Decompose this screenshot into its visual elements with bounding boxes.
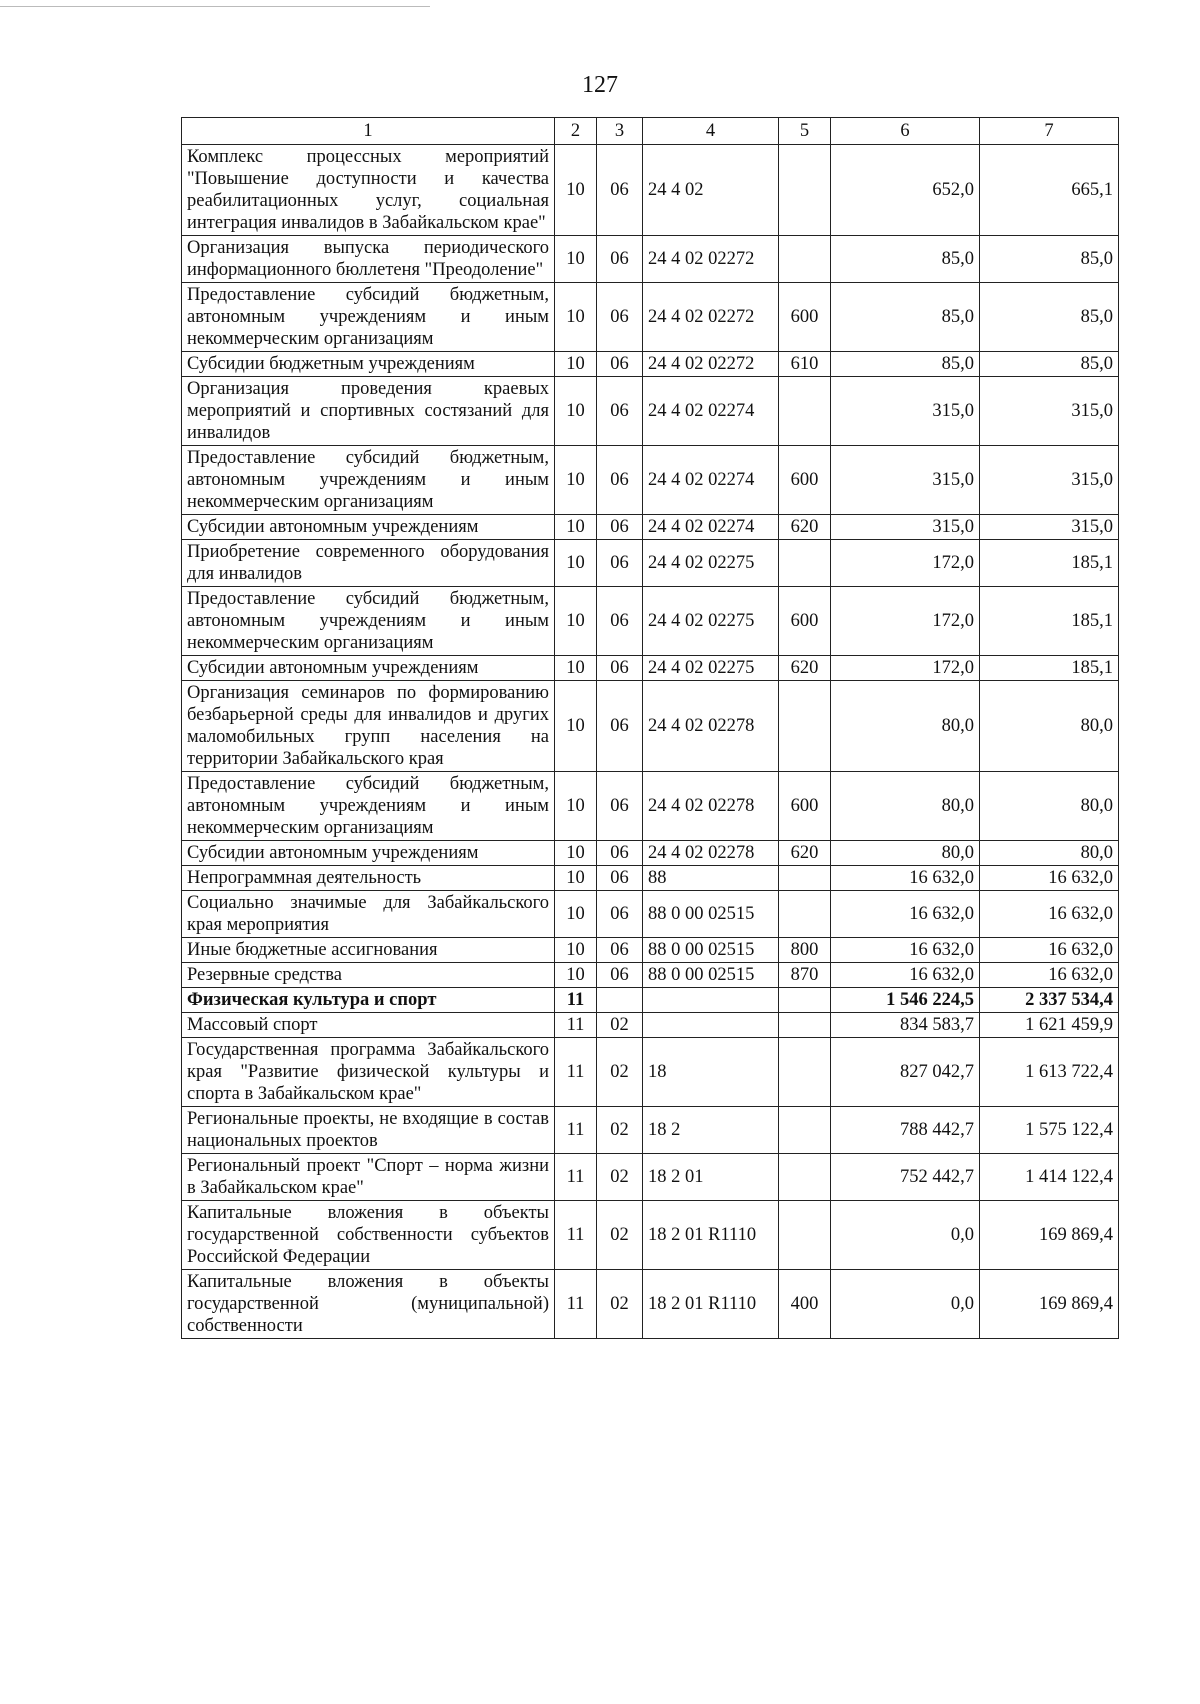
target-article-cell: 24 4 02 02274 xyxy=(643,377,779,446)
header-cell: 6 xyxy=(831,118,980,145)
section-code-cell: 11 xyxy=(555,1270,597,1339)
expense-type-cell: 400 xyxy=(779,1270,831,1339)
section-code-cell: 10 xyxy=(555,772,597,841)
table-row xyxy=(182,446,1119,515)
row-name-cell: Государственная программа Забайкальского края "Развитие физической культуры и спорта в Забайкальском крае" xyxy=(182,1038,555,1107)
row-name-cell: Капитальные вложения в объекты государственной собственности субъектов Российской Федерации xyxy=(182,1201,555,1270)
expense-type-cell xyxy=(779,377,831,446)
amount-col7-cell: 2 337 534,4 xyxy=(980,988,1119,1013)
row-name-cell: Приобретение современного оборудования для инвалидов xyxy=(182,540,555,587)
amount-col7-cell: 80,0 xyxy=(980,841,1119,866)
header-cell: 1 xyxy=(182,118,555,145)
subsection-code-cell: 06 xyxy=(597,772,643,841)
section-code-cell: 10 xyxy=(555,656,597,681)
amount-col6-cell: 172,0 xyxy=(831,587,980,656)
amount-col7-cell: 315,0 xyxy=(980,377,1119,446)
row-name-cell: Массовый спорт xyxy=(182,1013,555,1038)
table-row xyxy=(182,540,1119,587)
row-name-cell: Предоставление субсидий бюджетным, автономным учреждениям и иным некоммерческим организациям xyxy=(182,283,555,352)
target-article-cell: 18 2 01 R1110 xyxy=(643,1270,779,1339)
expense-type-cell: 620 xyxy=(779,656,831,681)
target-article-cell: 24 4 02 xyxy=(643,145,779,236)
row-name-cell: Региональный проект "Спорт – норма жизни в Забайкальском крае" xyxy=(182,1154,555,1201)
row-name-cell: Субсидии автономным учреждениям xyxy=(182,515,555,540)
row-name-cell: Социально значимые для Забайкальского края мероприятия xyxy=(182,891,555,938)
target-article-cell: 24 4 02 02272 xyxy=(643,236,779,283)
target-article-cell xyxy=(643,1013,779,1038)
section-code-cell: 10 xyxy=(555,352,597,377)
subsection-code-cell: 02 xyxy=(597,1154,643,1201)
amount-col6-cell: 315,0 xyxy=(831,377,980,446)
table-row xyxy=(182,963,1119,988)
section-code-cell: 10 xyxy=(555,841,597,866)
target-article-cell xyxy=(643,988,779,1013)
row-name-cell: Непрограммная деятельность xyxy=(182,866,555,891)
page-number: 127 xyxy=(582,72,618,98)
subsection-code-cell: 06 xyxy=(597,446,643,515)
row-name-cell: Физическая культура и спорт xyxy=(182,988,555,1013)
table-row xyxy=(182,352,1119,377)
section-code-cell: 10 xyxy=(555,283,597,352)
subsection-code-cell: 02 xyxy=(597,1201,643,1270)
header-cell: 5 xyxy=(779,118,831,145)
subsection-code-cell: 02 xyxy=(597,1038,643,1107)
table-row xyxy=(182,587,1119,656)
amount-col6-cell: 788 442,7 xyxy=(831,1107,980,1154)
table-row xyxy=(182,1154,1119,1201)
subsection-code-cell: 06 xyxy=(597,891,643,938)
target-article-cell: 18 2 01 R1110 xyxy=(643,1201,779,1270)
scan-edge-line xyxy=(0,6,430,7)
row-name-cell: Субсидии автономным учреждениям xyxy=(182,656,555,681)
amount-col7-cell: 185,1 xyxy=(980,587,1119,656)
amount-col6-cell: 85,0 xyxy=(831,236,980,283)
table-row xyxy=(182,866,1119,891)
section-code-cell: 10 xyxy=(555,145,597,236)
table-row xyxy=(182,1270,1119,1339)
subsection-code-cell: 06 xyxy=(597,587,643,656)
amount-col6-cell: 315,0 xyxy=(831,515,980,540)
amount-col6-cell: 0,0 xyxy=(831,1270,980,1339)
subsection-code-cell: 06 xyxy=(597,540,643,587)
amount-col6-cell: 1 546 224,5 xyxy=(831,988,980,1013)
expense-type-cell xyxy=(779,1038,831,1107)
amount-col6-cell: 315,0 xyxy=(831,446,980,515)
header-cell: 7 xyxy=(980,118,1119,145)
amount-col6-cell: 172,0 xyxy=(831,540,980,587)
amount-col7-cell: 169 869,4 xyxy=(980,1270,1119,1339)
row-name-cell: Субсидии автономным учреждениям xyxy=(182,841,555,866)
expense-type-cell xyxy=(779,681,831,772)
section-code-cell: 10 xyxy=(555,587,597,656)
expense-type-cell xyxy=(779,236,831,283)
target-article-cell: 88 0 00 02515 xyxy=(643,938,779,963)
expense-type-cell: 600 xyxy=(779,772,831,841)
amount-col6-cell: 172,0 xyxy=(831,656,980,681)
amount-col7-cell: 85,0 xyxy=(980,236,1119,283)
amount-col7-cell: 85,0 xyxy=(980,283,1119,352)
section-code-cell: 10 xyxy=(555,866,597,891)
amount-col6-cell: 652,0 xyxy=(831,145,980,236)
row-name-cell: Субсидии бюджетным учреждениям xyxy=(182,352,555,377)
subsection-code-cell: 06 xyxy=(597,377,643,446)
amount-col6-cell: 85,0 xyxy=(831,283,980,352)
amount-col7-cell: 315,0 xyxy=(980,515,1119,540)
section-code-cell: 10 xyxy=(555,236,597,283)
table-row xyxy=(182,988,1119,1013)
subsection-code-cell: 06 xyxy=(597,236,643,283)
section-code-cell: 11 xyxy=(555,988,597,1013)
amount-col6-cell: 85,0 xyxy=(831,352,980,377)
section-code-cell: 10 xyxy=(555,446,597,515)
row-name-cell: Капитальные вложения в объекты государственной (муниципальной) собственности xyxy=(182,1270,555,1339)
amount-col7-cell: 80,0 xyxy=(980,772,1119,841)
target-article-cell: 24 4 02 02275 xyxy=(643,587,779,656)
amount-col6-cell: 752 442,7 xyxy=(831,1154,980,1201)
header-cell: 4 xyxy=(643,118,779,145)
subsection-code-cell: 06 xyxy=(597,656,643,681)
table-row xyxy=(182,681,1119,772)
amount-col7-cell: 1 613 722,4 xyxy=(980,1038,1119,1107)
header-cell: 2 xyxy=(555,118,597,145)
row-name-cell: Комплекс процессных мероприятий "Повышение доступности и качества реабилитационных услуг, социальная интеграция инвалидов в Забайкальском крае" xyxy=(182,145,555,236)
amount-col6-cell: 827 042,7 xyxy=(831,1038,980,1107)
section-code-cell: 11 xyxy=(555,1201,597,1270)
expense-type-cell: 800 xyxy=(779,938,831,963)
target-article-cell: 88 xyxy=(643,866,779,891)
amount-col6-cell: 80,0 xyxy=(831,772,980,841)
amount-col7-cell: 315,0 xyxy=(980,446,1119,515)
target-article-cell: 24 4 02 02274 xyxy=(643,446,779,515)
amount-col7-cell: 16 632,0 xyxy=(980,891,1119,938)
amount-col7-cell: 16 632,0 xyxy=(980,938,1119,963)
amount-col7-cell: 665,1 xyxy=(980,145,1119,236)
row-name-cell: Организация проведения краевых мероприятий и спортивных состязаний для инвалидов xyxy=(182,377,555,446)
subsection-code-cell: 06 xyxy=(597,963,643,988)
subsection-code-cell: 06 xyxy=(597,681,643,772)
row-name-cell: Организация выпуска периодического информационного бюллетеня "Преодоление" xyxy=(182,236,555,283)
subsection-code-cell: 06 xyxy=(597,283,643,352)
expense-type-cell xyxy=(779,145,831,236)
row-name-cell: Организация семинаров по формированию безбарьерной среды для инвалидов и других маломобильных групп населения на территории Забайкальского края xyxy=(182,681,555,772)
subsection-code-cell: 06 xyxy=(597,515,643,540)
table-row xyxy=(182,1107,1119,1154)
section-code-cell: 11 xyxy=(555,1038,597,1107)
target-article-cell: 24 4 02 02275 xyxy=(643,540,779,587)
table-header-row xyxy=(182,118,1119,145)
subsection-code-cell: 06 xyxy=(597,145,643,236)
row-name-cell: Предоставление субсидий бюджетным, автономным учреждениям и иным некоммерческим организациям xyxy=(182,446,555,515)
target-article-cell: 88 0 00 02515 xyxy=(643,891,779,938)
target-article-cell: 24 4 02 02278 xyxy=(643,772,779,841)
table-row xyxy=(182,377,1119,446)
expense-type-cell xyxy=(779,1107,831,1154)
expense-type-cell: 610 xyxy=(779,352,831,377)
amount-col7-cell: 169 869,4 xyxy=(980,1201,1119,1270)
section-code-cell: 10 xyxy=(555,963,597,988)
table-row xyxy=(182,283,1119,352)
section-code-cell: 11 xyxy=(555,1107,597,1154)
row-name-cell: Предоставление субсидий бюджетным, автономным учреждениям и иным некоммерческим организациям xyxy=(182,772,555,841)
amount-col6-cell: 80,0 xyxy=(831,681,980,772)
target-article-cell: 18 2 01 xyxy=(643,1154,779,1201)
amount-col7-cell: 80,0 xyxy=(980,681,1119,772)
amount-col6-cell: 16 632,0 xyxy=(831,938,980,963)
subsection-code-cell: 06 xyxy=(597,841,643,866)
subsection-code-cell: 02 xyxy=(597,1270,643,1339)
table-row xyxy=(182,772,1119,841)
section-code-cell: 10 xyxy=(555,681,597,772)
expense-type-cell: 620 xyxy=(779,841,831,866)
table-row xyxy=(182,145,1119,236)
amount-col7-cell: 16 632,0 xyxy=(980,866,1119,891)
section-code-cell: 11 xyxy=(555,1013,597,1038)
table-row xyxy=(182,656,1119,681)
row-name-cell: Иные бюджетные ассигнования xyxy=(182,938,555,963)
section-code-cell: 10 xyxy=(555,377,597,446)
expense-type-cell: 620 xyxy=(779,515,831,540)
expense-type-cell: 600 xyxy=(779,446,831,515)
subsection-code-cell: 02 xyxy=(597,1107,643,1154)
expense-type-cell xyxy=(779,1201,831,1270)
budget-table xyxy=(181,117,1119,1339)
expense-type-cell xyxy=(779,866,831,891)
amount-col7-cell: 85,0 xyxy=(980,352,1119,377)
amount-col7-cell: 16 632,0 xyxy=(980,963,1119,988)
table-row xyxy=(182,1201,1119,1270)
expense-type-cell xyxy=(779,891,831,938)
expense-type-cell xyxy=(779,988,831,1013)
row-name-cell: Предоставление субсидий бюджетным, автономным учреждениям и иным некоммерческим организациям xyxy=(182,587,555,656)
table-row xyxy=(182,1013,1119,1038)
amount-col6-cell: 16 632,0 xyxy=(831,891,980,938)
amount-col6-cell: 16 632,0 xyxy=(831,963,980,988)
section-code-cell: 10 xyxy=(555,891,597,938)
subsection-code-cell: 02 xyxy=(597,1013,643,1038)
subsection-code-cell: 06 xyxy=(597,352,643,377)
amount-col7-cell: 185,1 xyxy=(980,656,1119,681)
amount-col6-cell: 80,0 xyxy=(831,841,980,866)
table-row xyxy=(182,236,1119,283)
target-article-cell: 24 4 02 02275 xyxy=(643,656,779,681)
section-code-cell: 10 xyxy=(555,540,597,587)
subsection-code-cell: 06 xyxy=(597,866,643,891)
amount-col7-cell: 185,1 xyxy=(980,540,1119,587)
table-row xyxy=(182,515,1119,540)
target-article-cell: 24 4 02 02278 xyxy=(643,841,779,866)
target-article-cell: 18 xyxy=(643,1038,779,1107)
subsection-code-cell xyxy=(597,988,643,1013)
amount-col7-cell: 1 575 122,4 xyxy=(980,1107,1119,1154)
table-row xyxy=(182,841,1119,866)
amount-col7-cell: 1 414 122,4 xyxy=(980,1154,1119,1201)
target-article-cell: 24 4 02 02278 xyxy=(643,681,779,772)
expense-type-cell xyxy=(779,1154,831,1201)
section-code-cell: 10 xyxy=(555,938,597,963)
amount-col6-cell: 16 632,0 xyxy=(831,866,980,891)
expense-type-cell: 600 xyxy=(779,283,831,352)
row-name-cell: Региональные проекты, не входящие в состав национальных проектов xyxy=(182,1107,555,1154)
section-code-cell: 11 xyxy=(555,1154,597,1201)
amount-col7-cell: 1 621 459,9 xyxy=(980,1013,1119,1038)
expense-type-cell xyxy=(779,540,831,587)
target-article-cell: 18 2 xyxy=(643,1107,779,1154)
table-row xyxy=(182,891,1119,938)
expense-type-cell: 600 xyxy=(779,587,831,656)
target-article-cell: 24 4 02 02274 xyxy=(643,515,779,540)
expense-type-cell: 870 xyxy=(779,963,831,988)
section-code-cell: 10 xyxy=(555,515,597,540)
target-article-cell: 24 4 02 02272 xyxy=(643,283,779,352)
amount-col6-cell: 834 583,7 xyxy=(831,1013,980,1038)
amount-col6-cell: 0,0 xyxy=(831,1201,980,1270)
row-name-cell: Резервные средства xyxy=(182,963,555,988)
expense-type-cell xyxy=(779,1013,831,1038)
header-cell: 3 xyxy=(597,118,643,145)
table-row xyxy=(182,938,1119,963)
table-row xyxy=(182,1038,1119,1107)
target-article-cell: 24 4 02 02272 xyxy=(643,352,779,377)
target-article-cell: 88 0 00 02515 xyxy=(643,963,779,988)
subsection-code-cell: 06 xyxy=(597,938,643,963)
